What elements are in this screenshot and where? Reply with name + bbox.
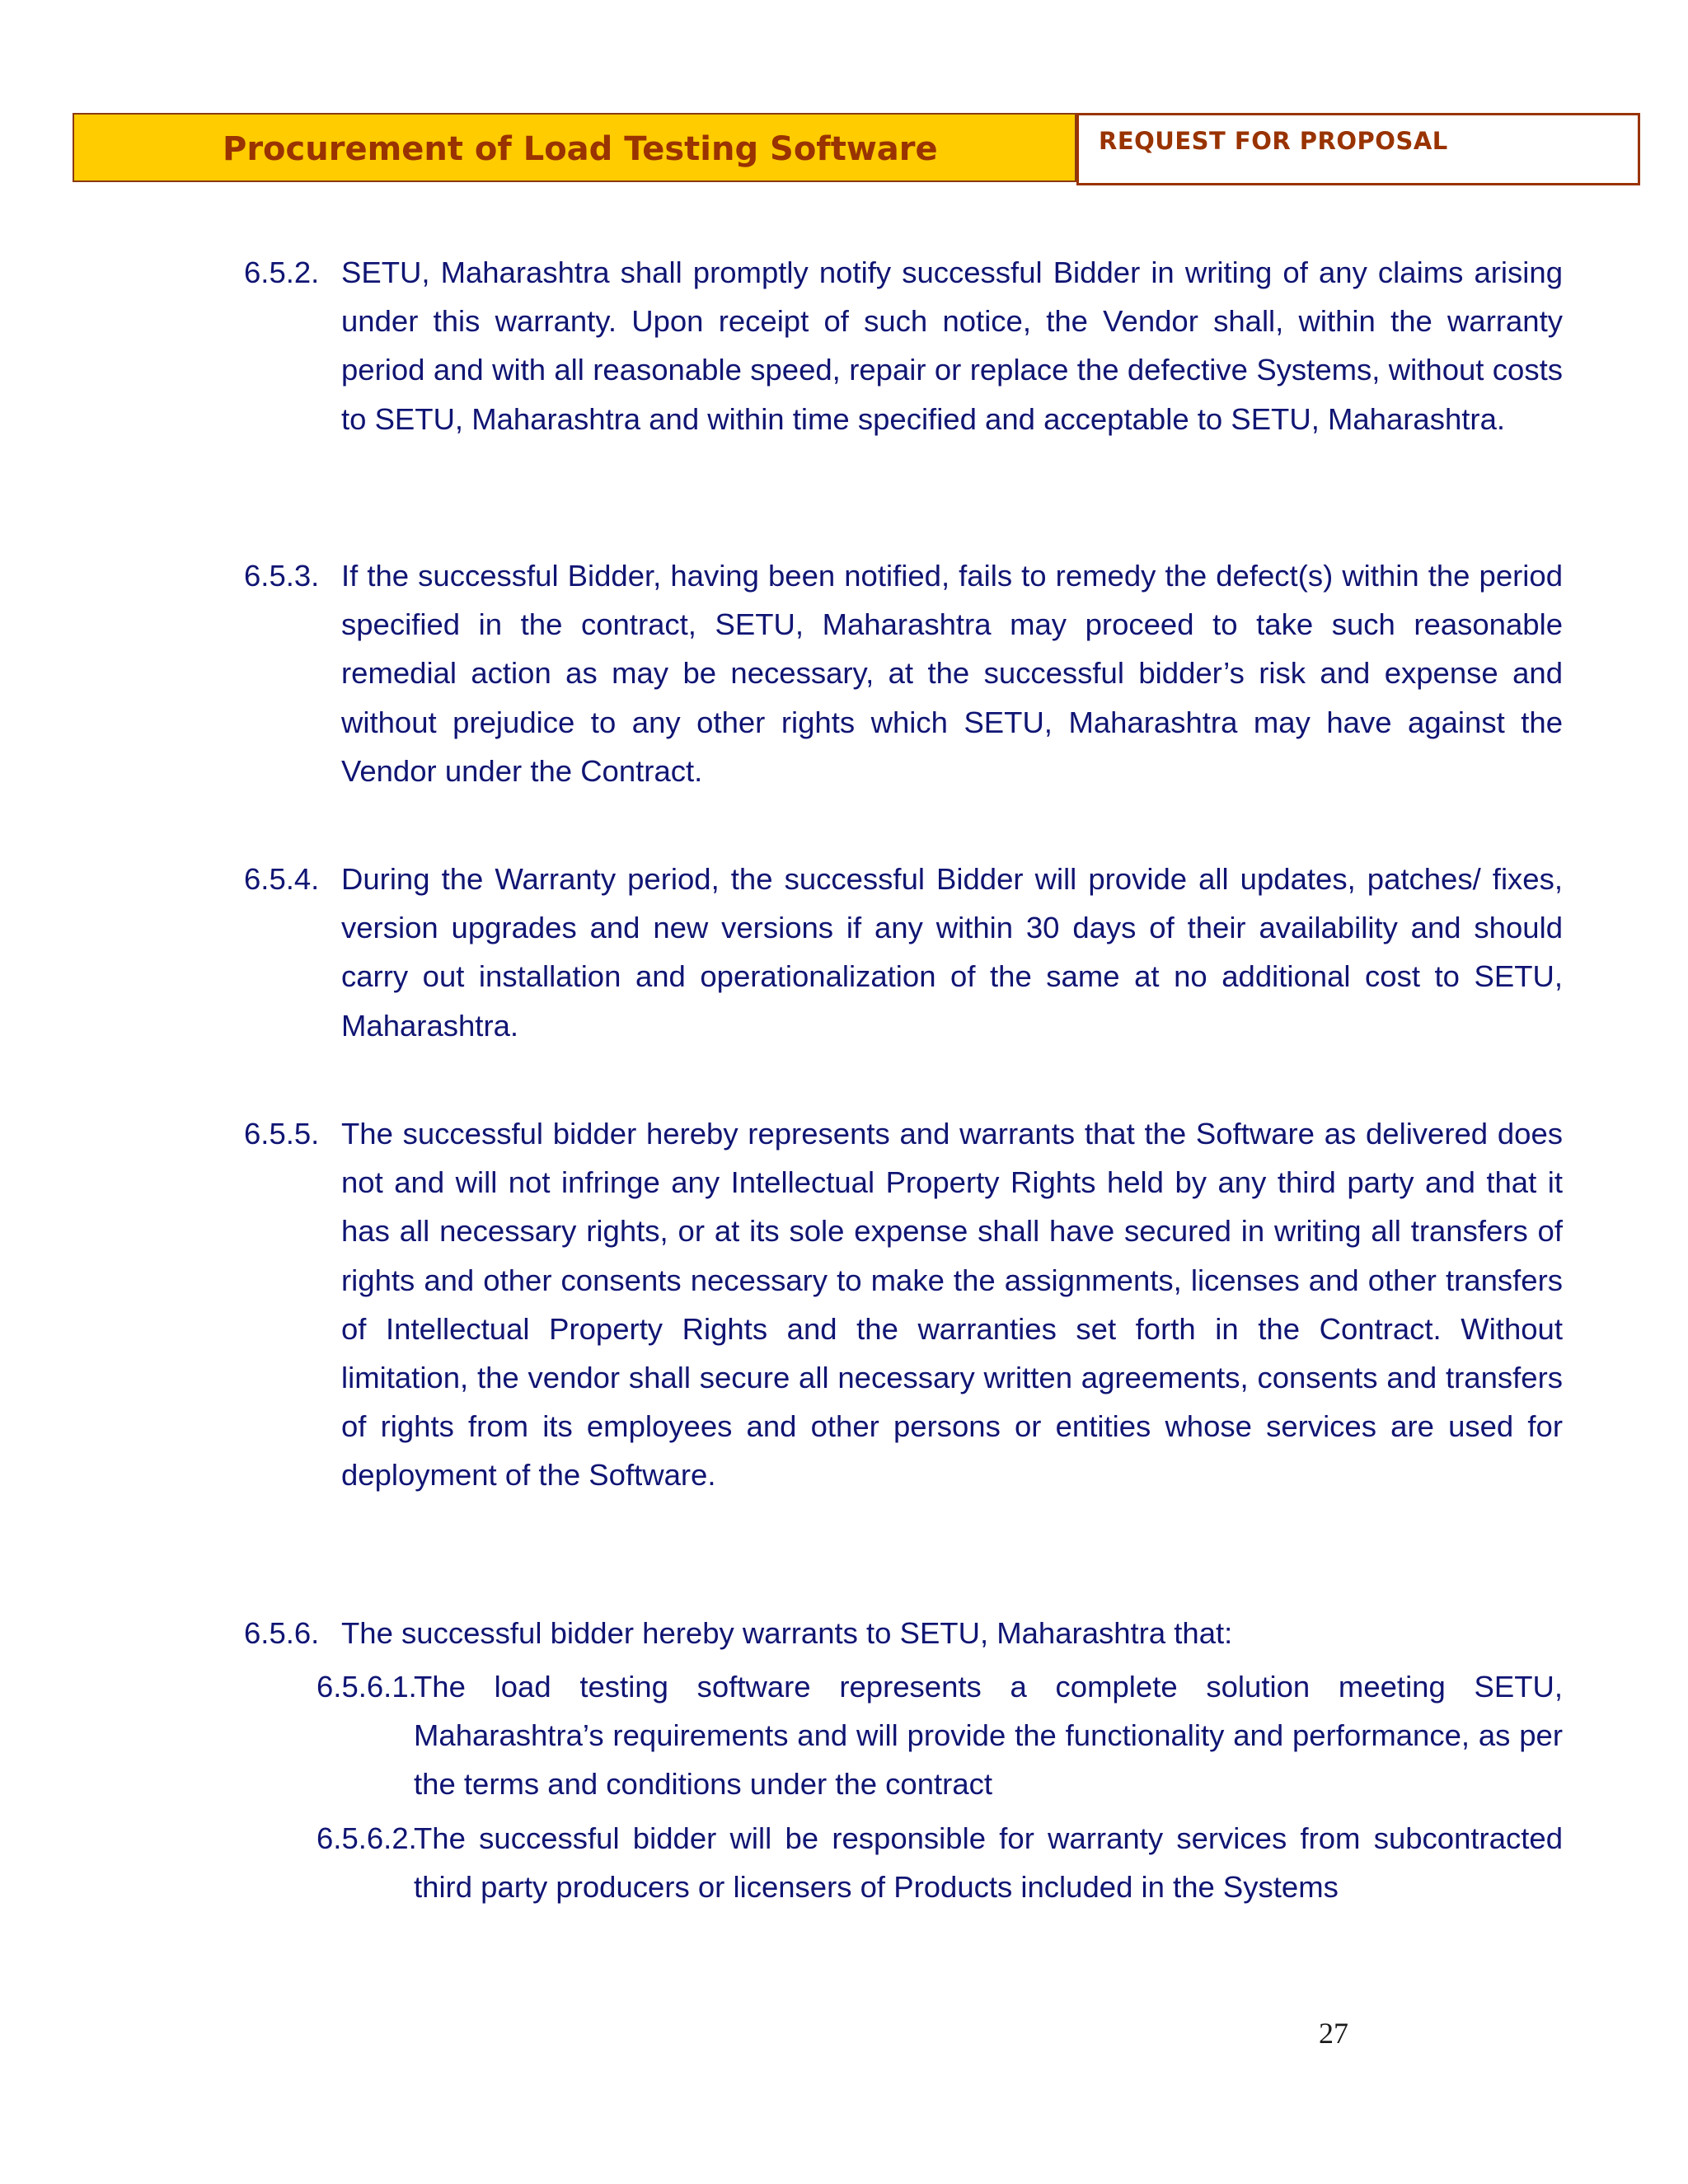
clause-number: 6.5.3. xyxy=(244,559,320,593)
clause-text: The successful bidder hereby warrants to SETU, Maharashtra that: xyxy=(341,1616,1233,1650)
subclause-text: The load testing software represents a complete solution meeting SETU, Maharashtra’s requirements and will provide the functionality and performance, as per the terms and conditions under the contract xyxy=(414,1670,1563,1802)
subclause-number: 6.5.6.1. xyxy=(316,1670,417,1704)
clause-6-5-6 xyxy=(244,1609,1563,1657)
clause-text: If the successful Bidder, having been notified, fails to remedy the defect(s) within the period specified in the contract, SETU, Maharashtra may proceed to take such reasonable remedial action as may be necessary, at the successful bidder’s risk and expense and without prejudice to any other rights which SETU, Maharashtra may have against the Vendor under the Contract. xyxy=(341,559,1563,788)
page-header xyxy=(73,113,1640,185)
clause-number: 6.5.2. xyxy=(244,255,320,289)
clause-text: SETU, Maharashtra shall promptly notify successful Bidder in writing of any claims arising under this warranty. Upon receipt of such notice, the Vendor shall, within the warranty period and with all reasonable speed, repair or replace the defective Systems, without costs to SETU, Maharashtra and within time specified and acceptable to SETU, Maharashtra. xyxy=(341,255,1563,436)
clause-text: During the Warranty period, the successful Bidder will provide all updates, patches/ fixes, version upgrades and new versions if any within 30 days of their availability and should carry out installation and operationalization of the same at no additional cost to SETU, Maharashtra. xyxy=(341,862,1563,1043)
subclause-text: The successful bidder will be responsible for warranty services from subcontracted third party producers or licensers of Products included in the Systems xyxy=(414,1821,1563,1905)
header-subtitle-box xyxy=(1076,113,1640,185)
document-title: Procurement of Load Testing Software xyxy=(223,130,938,168)
clause-text: The successful bidder hereby represents and warrants that the Software as delivered does not and will not infringe any Intellectual Property Rights held by any third party and that it has all necessary rights, or at its sole expense shall have secured in writing all transfers of rights and other consents necessary to make the assignments, licenses and other transfers of Intellectual Property Rights and the warranties set forth in the Contract. Without limitation, the vendor shall secure all necessary written agreements, consents and transfers of rights from its employees and other persons or entities whose services are used for deployment of the Software. xyxy=(341,1117,1563,1493)
clause-number: 6.5.4. xyxy=(244,862,320,896)
clause-number: 6.5.5. xyxy=(244,1117,320,1151)
clause-6-5-6-2 xyxy=(316,1814,1563,1911)
clause-6-5-5 xyxy=(244,1109,1563,1500)
clause-6-5-6-1 xyxy=(316,1662,1563,1809)
clause-6-5-2 xyxy=(244,248,1563,443)
clause-6-5-4 xyxy=(244,855,1563,1050)
document-type: REQUEST FOR PROPOSAL xyxy=(1099,127,1448,155)
header-title-box xyxy=(73,113,1076,182)
subclause-number: 6.5.6.2. xyxy=(316,1821,417,1855)
page-number: 27 xyxy=(1319,2017,1348,2050)
clause-6-5-3 xyxy=(244,551,1563,795)
clause-number: 6.5.6. xyxy=(244,1616,320,1650)
